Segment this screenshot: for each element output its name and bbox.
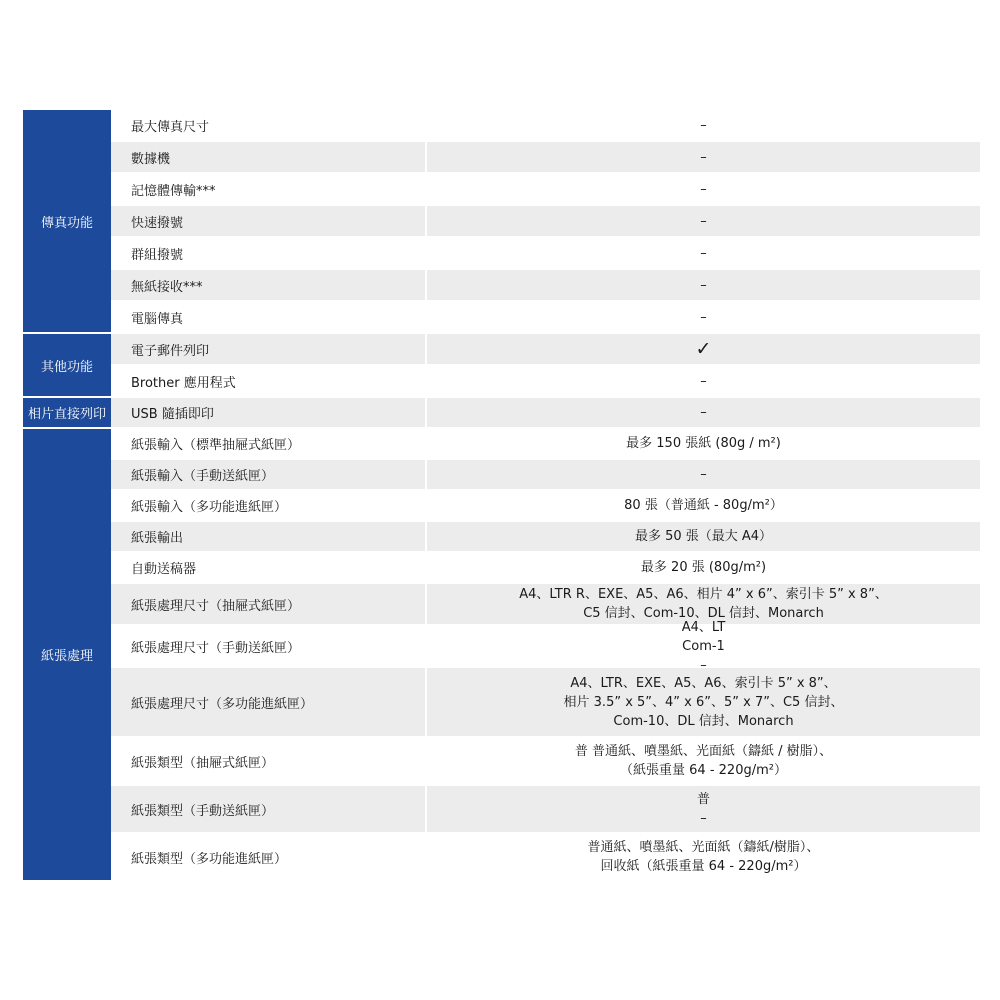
spec-label: 最大傳真尺寸 [111,110,427,140]
spec-value-line: – [700,467,707,482]
spec-value [427,238,980,268]
spec-row [111,429,980,460]
spec-value [427,142,980,172]
spec-value-line: – [700,811,707,826]
spec-row [111,834,980,882]
category-label: 其他功能 [23,334,111,398]
spec-label: 電子郵件列印 [111,334,427,364]
spec-value-line: – [700,657,707,673]
spec-value [427,270,980,300]
spec-label: 紙張處理尺寸（手動送紙匣） [111,626,427,666]
spec-value [427,522,980,551]
spec-value [427,668,980,736]
spec-row [111,738,980,786]
spec-table [23,110,980,882]
spec-value-line: Com-1 [682,638,725,654]
spec-value [427,460,980,489]
spec-label: 紙張類型（多功能進紙匣） [111,834,427,880]
spec-value [427,206,980,236]
spec-row [111,302,980,334]
spec-row [111,491,980,522]
check-icon: ✓ [695,337,712,360]
spec-value-line: C5 信封、Com-10、DL 信封、Monarch [583,606,824,621]
spec-row [111,398,980,429]
spec-row [111,110,980,142]
spec-label: 紙張類型（抽屜式紙匣） [111,738,427,784]
spec-label: 紙張輸入（標準抽屜式紙匣） [111,429,427,458]
spec-value-line: 普 [696,792,710,807]
category-label: 傳真功能 [23,110,111,334]
spec-label: 紙張輸出 [111,522,427,551]
spec-row [111,668,980,738]
spec-value [427,834,980,880]
spec-value [427,398,980,427]
spec-row [111,584,980,626]
spec-label: 群組撥號 [111,238,427,268]
spec-value [427,302,980,332]
spec-value [427,110,980,140]
spec-label: 紙張類型（手動送紙匣） [111,786,427,832]
spec-value-line: – [700,213,707,229]
category-label: 紙張處理 [23,429,111,882]
spec-row [111,786,980,834]
spec-label: 電腦傳真 [111,302,427,332]
spec-value-line: 回收紙（紙張重量 64 - 220g/m²） [600,859,807,874]
spec-label: 紙張輸入（手動送紙匣） [111,460,427,489]
spec-row [111,522,980,553]
spec-row [111,270,980,302]
spec-value-line: – [700,245,707,261]
spec-value-line: 普 普通紙、噴墨紙、光面紙（鑄紙 / 樹脂）、 [574,744,833,759]
spec-label: 紙張輸入（多功能進紙匣） [111,491,427,520]
spec-label: 自動送稿器 [111,553,427,582]
spec-row [111,460,980,491]
spec-value [427,429,980,458]
spec-group [23,334,980,398]
spec-label: 無紙接收*** [111,270,427,300]
spec-value-line: – [700,373,707,389]
spec-value-line: – [700,277,707,293]
spec-value [427,366,980,396]
spec-group [23,110,980,334]
spec-label: 紙張處理尺寸（多功能進紙匣） [111,668,427,736]
spec-value [427,174,980,204]
spec-value-line: 相片 3.5” x 5”、4” x 6”、5” x 7”、C5 信封、 [563,694,844,710]
spec-label: 數據機 [111,142,427,172]
spec-value-line: – [700,181,707,197]
spec-row [111,142,980,174]
spec-value-line: 80 張（普通紙 - 80g/m²） [624,498,783,513]
spec-value-line: 最多 50 張（最大 A4） [634,529,773,544]
category-label: 相片直接列印 [23,398,111,429]
spec-value [427,553,980,582]
spec-row [111,206,980,238]
spec-value-line: – [700,117,707,133]
spec-value [427,491,980,520]
spec-row [111,334,980,366]
spec-label: Brother 應用程式 [111,366,427,396]
spec-label: 快速撥號 [111,206,427,236]
spec-value-line: Com-10、DL 信封、Monarch [613,713,794,729]
spec-row [111,174,980,206]
spec-value-line: 普通紙、噴墨紙、光面紙（鑄紙/樹脂）、 [587,840,820,855]
spec-label: 記憶體傳輸*** [111,174,427,204]
spec-label: 紙張處理尺寸（抽屜式紙匣） [111,584,427,624]
spec-value-line: – [700,309,707,325]
spec-value [427,786,980,832]
spec-row [111,366,980,398]
spec-value-line: 最多 150 張紙 (80g / m²) [626,436,781,451]
spec-value [427,738,980,784]
spec-value-line: A4、LT [681,619,726,635]
spec-value-line: – [700,405,707,420]
spec-row [111,619,980,673]
spec-value [427,619,980,673]
spec-group [23,398,980,429]
spec-group [23,429,980,882]
spec-value-line: 最多 20 張 (80g/m²) [640,560,767,575]
spec-row [111,238,980,270]
spec-value-line: A4、LTR、EXE、A5、A6、索引卡 5” x 8”、 [570,675,837,691]
spec-value-line: – [700,149,707,165]
spec-row [111,553,980,584]
spec-value-line: A4、LTR R、EXE、A5、A6、相片 4” x 6”、索引卡 5” x 8”、 [519,587,888,602]
spec-value [427,334,980,364]
spec-value-line: （紙張重量 64 - 220g/m²） [620,763,787,778]
spec-label: USB 隨插即印 [111,398,427,427]
